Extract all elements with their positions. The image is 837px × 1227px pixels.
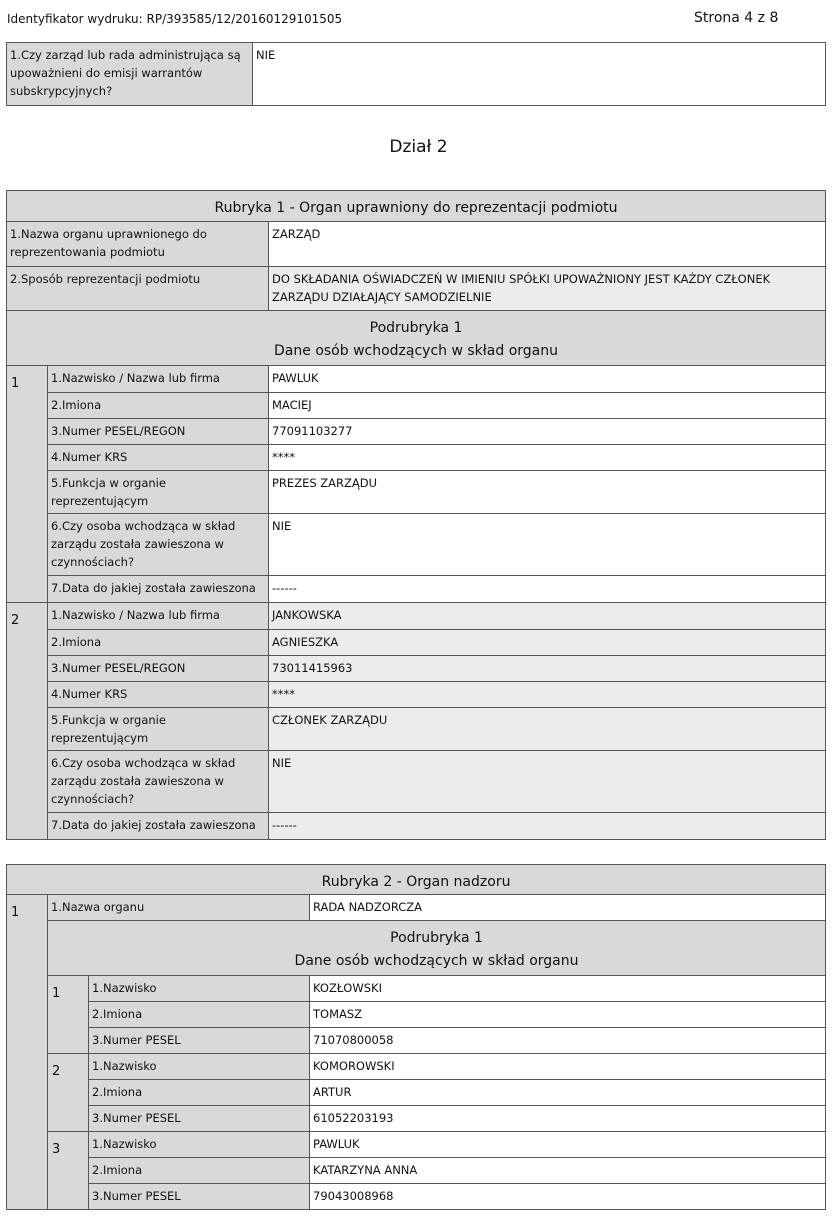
surname-value: PAWLUK (310, 1132, 826, 1158)
member-number: 2 (48, 1054, 89, 1132)
podrubryka-1-heading (7, 311, 826, 366)
pesel-value: 77091103277 (269, 419, 826, 445)
podrubryka-subtitle: Dane osób wchodzących w skład organu (274, 343, 558, 359)
krs-value: **** (269, 445, 826, 471)
function-label: 5.Funkcja w organie reprezentującym (48, 471, 269, 514)
suspended-label: 6.Czy osoba wchodząca w skład zarządu została zawieszona w czynnościach? (48, 514, 269, 576)
organ-name-label: 1.Nazwa organu uprawnionego do reprezentowania podmiotu (7, 222, 269, 267)
organ-label: 1.Nazwa organu (48, 895, 310, 921)
suspended-date-value: ------ (269, 813, 826, 840)
pesel-value: 71070800058 (310, 1028, 826, 1054)
names-label: 2.Imiona (89, 1080, 310, 1106)
warrants-label: 1.Czy zarząd lub rada administrująca są upoważnieni do emisji warrantów subskrypcyjnych? (7, 43, 253, 106)
podrubryka-title: Podrubryka 1 (369, 320, 463, 336)
person-number: 1 (7, 366, 48, 603)
suspended-date-label: 7.Data do jakiej została zawieszona (48, 576, 269, 603)
surname-value: PAWLUK (269, 366, 826, 393)
suspended-date-value: ------ (269, 576, 826, 603)
krs-label: 4.Numer KRS (48, 682, 269, 708)
warrants-value: NIE (253, 43, 826, 106)
surname-value: KOZŁOWSKI (310, 976, 826, 1002)
surname-label: 1.Nazwisko / Nazwa lub firma (48, 366, 269, 393)
podrubryka-title: Podrubryka 1 (390, 930, 483, 946)
pesel-label: 3.Numer PESEL/REGON (48, 656, 269, 682)
names-value: TOMASZ (310, 1002, 826, 1028)
pesel-label: 3.Numer PESEL/REGON (48, 419, 269, 445)
organ-number: 1 (7, 895, 48, 1210)
suspended-value: NIE (269, 514, 826, 576)
section-heading: Dział 2 (389, 137, 448, 157)
names-value: MACIEJ (269, 393, 826, 419)
names-value: ARTUR (310, 1080, 826, 1106)
surname-value: JANKOWSKA (269, 603, 826, 630)
representation-value: DO SKŁADANIA OŚWIADCZEŃ W IMIENIU SPÓŁKI UPOWAŻNIONY JEST KAŻDY CZŁONEK ZARZĄDU DZIAŁAJĄCY SAMODZIELNIE (269, 267, 826, 311)
podrubryka-subtitle: Dane osób wchodzących w skład organu (294, 953, 579, 969)
names-label: 2.Imiona (48, 630, 269, 656)
pesel-value: 73011415963 (269, 656, 826, 682)
rubryka-1-table (6, 190, 826, 840)
podrubryka-2-heading (48, 921, 826, 976)
surname-value: KOMOROWSKI (310, 1054, 826, 1080)
krs-value: **** (269, 682, 826, 708)
pesel-value: 61052203193 (310, 1106, 826, 1132)
organ-value: RADA NADZORCZA (310, 895, 826, 921)
names-label: 2.Imiona (89, 1002, 310, 1028)
rubryka-2-title: Rubryka 2 - Organ nadzoru (7, 865, 826, 895)
names-label: 2.Imiona (48, 393, 269, 419)
rubryka-1-title: Rubryka 1 - Organ uprawniony do reprezentacji podmiotu (7, 191, 826, 222)
function-value: PREZES ZARZĄDU (269, 471, 826, 514)
suspended-value: NIE (269, 751, 826, 813)
member-number: 3 (48, 1132, 89, 1210)
person-number: 2 (7, 603, 48, 840)
surname-label: 1.Nazwisko (89, 976, 310, 1002)
pesel-label: 3.Numer PESEL (89, 1028, 310, 1054)
function-value: CZŁONEK ZARZĄDU (269, 708, 826, 751)
function-label: 5.Funkcja w organie reprezentującym (48, 708, 269, 751)
page-number: Strona 4 z 8 (694, 10, 779, 26)
names-label: 2.Imiona (89, 1158, 310, 1184)
names-value: AGNIESZKA (269, 630, 826, 656)
surname-label: 1.Nazwisko (89, 1054, 310, 1080)
suspended-date-label: 7.Data do jakiej została zawieszona (48, 813, 269, 840)
member-number: 1 (48, 976, 89, 1054)
organ-name-value: ZARZĄD (269, 222, 826, 267)
surname-label: 1.Nazwisko / Nazwa lub firma (48, 603, 269, 630)
print-identifier: Identyfikator wydruku: RP/393585/12/20160129101505 (7, 12, 343, 26)
names-value: KATARZYNA ANNA (310, 1158, 826, 1184)
pesel-label: 3.Numer PESEL (89, 1184, 310, 1210)
pesel-value: 79043008968 (310, 1184, 826, 1210)
pesel-label: 3.Numer PESEL (89, 1106, 310, 1132)
rubryka-2-table (6, 864, 826, 1210)
krs-label: 4.Numer KRS (48, 445, 269, 471)
surname-label: 1.Nazwisko (89, 1132, 310, 1158)
representation-label: 2.Sposób reprezentacji podmiotu (7, 267, 269, 311)
warrants-table (6, 42, 826, 106)
suspended-label: 6.Czy osoba wchodząca w skład zarządu została zawieszona w czynnościach? (48, 751, 269, 813)
